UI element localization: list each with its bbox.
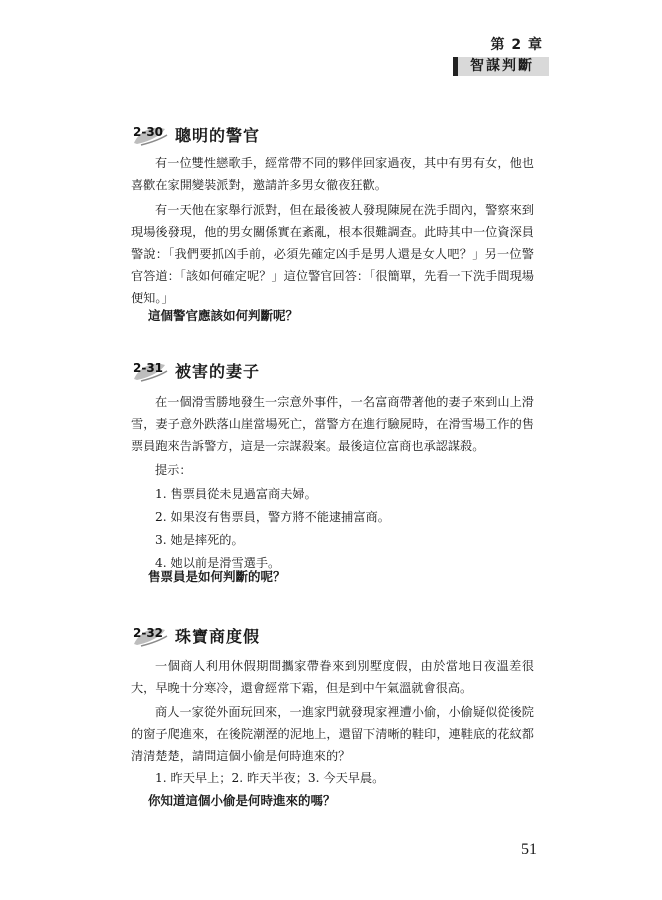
- section-question: 售票員是如何判斷的呢？: [148, 569, 286, 584]
- section-title: 被害的妻子: [175, 361, 261, 381]
- answer-options: 1. 昨天早上；2. 昨天半夜；3. 今天早晨。: [155, 771, 385, 785]
- hint-item: 2. 如果沒有售票員，警方將不能逮捕富商。: [155, 510, 390, 524]
- section-paragraph: 有一位雙性戀歌手，經常帶不同的夥伴回家過夜，其中有男有女，他也喜歡在家開變裝派對，邀請許多男女徹夜狂歡。: [131, 156, 534, 192]
- section-heading-2-31: [131, 355, 260, 385]
- chapter-title: 智謀判斷: [453, 57, 549, 76]
- hint-label: 提示：: [155, 463, 192, 477]
- section-question: 你知道這個小偷是何時進來的嗎？: [148, 793, 336, 808]
- section-paragraph: 有一天他在家舉行派對，但在最後被人發現陳屍在洗手間內，警察來到現場後發現，他的男女關係實在紊亂，根本很難調查。此時其中一位資深員警說：「我們要抓凶手前，必須先確定凶手是男人還是女人吧？」另一位警官答道：「該如何確定呢？」這位警官回答：「很簡單，先看一下洗手間現場便知。」: [131, 203, 534, 305]
- section-heading-2-32: [131, 620, 260, 650]
- section-question: 這個警官應該如何判斷呢？: [148, 308, 299, 323]
- chapter-label: 第 2 章: [490, 37, 543, 53]
- section-number-badge: [131, 357, 169, 383]
- section-paragraph: 一個商人利用休假期間攜家帶眷來到別墅度假，由於當地日夜溫差很大，早晚十分寒冷，還會經常下霜，但是到中午氣溫就會很高。: [131, 659, 534, 695]
- section-heading-2-30: [131, 119, 260, 149]
- section-number-badge: [131, 121, 169, 147]
- section-paragraph: 在一個滑雪勝地發生一宗意外事件，一名富商帶著他的妻子來到山上滑雪，妻子意外跌落山崖當場死亡，當警方在進行驗屍時，在滑雪場工作的售票員跑來告訴警方，這是一宗謀殺案。最後這位富商也承認謀殺。: [131, 395, 534, 453]
- chapter-header: [453, 33, 549, 76]
- hint-item: 4. 她以前是滑雪選手。: [155, 556, 281, 570]
- section-number-badge: [131, 622, 169, 648]
- section-number: 2-32: [133, 626, 164, 640]
- section-number: 2-30: [133, 125, 164, 139]
- section-number: 2-31: [133, 361, 164, 375]
- section-paragraph: 商人一家從外面玩回來，一進家門就發現家裡遭小偷，小偷疑似從後院的窗子爬進來，在後院潮溼的泥地上，還留下清晰的鞋印，連鞋底的花紋都清清楚楚，請問這個小偷是何時進來的？: [131, 705, 534, 763]
- section-title: 珠寶商度假: [175, 626, 261, 646]
- section-title: 聰明的警官: [175, 125, 261, 145]
- page-number: 51: [521, 841, 537, 858]
- hint-item: 3. 她是摔死的。: [155, 533, 244, 547]
- hint-item: 1. 售票員從未見過富商夫婦。: [155, 487, 317, 501]
